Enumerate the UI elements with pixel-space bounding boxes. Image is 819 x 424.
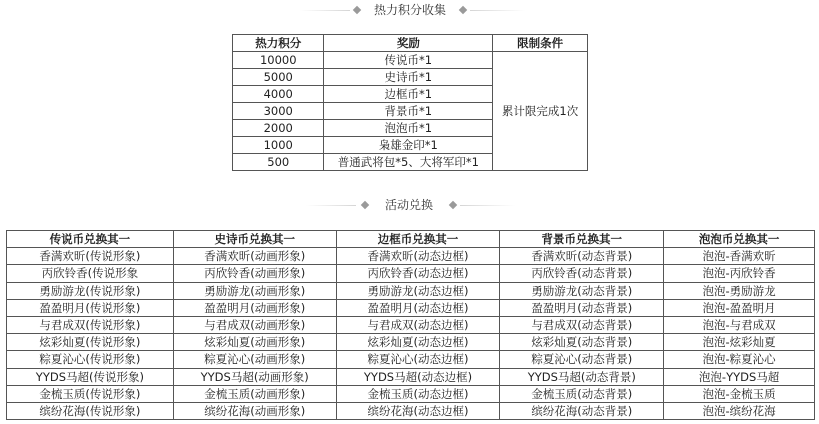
reward-cell: 泡泡币*1 bbox=[324, 120, 493, 137]
frame-coin-cell: 盈盈明月(动态边框) bbox=[336, 299, 500, 316]
column-header: 热力积分 bbox=[233, 35, 324, 52]
points-cell: 5000 bbox=[233, 69, 324, 86]
points-cell: 1000 bbox=[233, 137, 324, 154]
background-coin-cell: 缤纷花海(动态背景) bbox=[500, 402, 664, 419]
background-coin-cell: YYDS马超(动态背景) bbox=[500, 368, 664, 385]
table-row bbox=[7, 385, 815, 402]
section-title: 活动兑换 bbox=[384, 198, 433, 212]
legend-coin-cell: 炫彩灿夏(传说形象) bbox=[7, 334, 174, 351]
reward-cell: 传说币*1 bbox=[324, 52, 493, 69]
table-header-row bbox=[233, 35, 588, 52]
section-heading-heat-points bbox=[0, 0, 819, 20]
epic-coin-cell: 金梳玉质(动画形象) bbox=[173, 385, 336, 402]
table-row bbox=[7, 316, 815, 333]
frame-coin-cell: 与君成双(动态边框) bbox=[336, 316, 500, 333]
legend-coin-cell: 盈盈明月(传说形象) bbox=[7, 299, 174, 316]
diamond-icon bbox=[459, 6, 467, 14]
epic-coin-cell: 粽夏沁心(动画形象) bbox=[173, 351, 336, 368]
table-row bbox=[7, 402, 815, 419]
reward-cell: 边框币*1 bbox=[324, 86, 493, 103]
epic-coin-cell: 丙欣铃香(动画形象) bbox=[173, 265, 336, 282]
legend-coin-cell: 香满欢昕(传说形象) bbox=[7, 248, 174, 265]
points-cell: 2000 bbox=[233, 120, 324, 137]
frame-coin-cell: 缤纷花海(动态边框) bbox=[336, 402, 500, 419]
background-coin-cell: 与君成双(动态背景) bbox=[500, 316, 664, 333]
reward-cell: 枭雄金印*1 bbox=[324, 137, 493, 154]
bubble-coin-cell: 泡泡-丙欣铃香 bbox=[664, 265, 815, 282]
table-row bbox=[7, 265, 815, 282]
legend-coin-cell: 丙欣铃香(传说形象 bbox=[7, 265, 174, 282]
table-row bbox=[7, 351, 815, 368]
background-coin-cell: 粽夏沁心(动态背景) bbox=[500, 351, 664, 368]
bubble-coin-cell: 泡泡-与君成双 bbox=[664, 316, 815, 333]
frame-coin-cell: 金梳玉质(动态边框) bbox=[336, 385, 500, 402]
table-row bbox=[7, 334, 815, 351]
column-header: 传说币兑换其一 bbox=[7, 231, 174, 248]
column-header: 史诗币兑换其一 bbox=[173, 231, 336, 248]
legend-coin-cell: 勇励游龙(传说形象) bbox=[7, 282, 174, 299]
legend-coin-cell: 金梳玉质(传说形象) bbox=[7, 385, 174, 402]
table-header-row bbox=[7, 231, 815, 248]
column-header: 泡泡币兑换其一 bbox=[664, 231, 815, 248]
diamond-icon bbox=[449, 201, 457, 209]
reward-cell: 史诗币*1 bbox=[324, 69, 493, 86]
points-cell: 4000 bbox=[233, 86, 324, 103]
background-coin-cell: 香满欢昕(动态背景) bbox=[500, 248, 664, 265]
divider-line-right bbox=[470, 10, 525, 11]
bubble-coin-cell: 泡泡-缤纷花海 bbox=[664, 402, 815, 419]
bubble-coin-cell: 泡泡-勇励游龙 bbox=[664, 282, 815, 299]
limit-cell: 累计限完成1次 bbox=[493, 52, 588, 171]
frame-coin-cell: 勇励游龙(动态边框) bbox=[336, 282, 500, 299]
points-cell: 500 bbox=[233, 154, 324, 171]
legend-coin-cell: 与君成双(传说形象) bbox=[7, 316, 174, 333]
divider-line-right bbox=[460, 205, 515, 206]
divider-line-left bbox=[300, 10, 350, 11]
table-row bbox=[7, 368, 815, 385]
frame-coin-cell: 丙欣铃香(动态边框) bbox=[336, 265, 500, 282]
background-coin-cell: 金梳玉质(动态背景) bbox=[500, 385, 664, 402]
column-header: 边框币兑换其一 bbox=[336, 231, 500, 248]
points-cell: 10000 bbox=[233, 52, 324, 69]
section-title: 热力积分收集 bbox=[373, 3, 446, 17]
background-coin-cell: 炫彩灿夏(动态背景) bbox=[500, 334, 664, 351]
table-row bbox=[7, 248, 815, 265]
reward-cell: 普通武将包*5、大将军印*1 bbox=[324, 154, 493, 171]
bubble-coin-cell: 泡泡-金梳玉质 bbox=[664, 385, 815, 402]
epic-coin-cell: 炫彩灿夏(动画形象) bbox=[173, 334, 336, 351]
column-header: 背景币兑换其一 bbox=[500, 231, 664, 248]
legend-coin-cell: YYDS马超(传说形象) bbox=[7, 368, 174, 385]
divider-line-left bbox=[306, 205, 356, 206]
frame-coin-cell: 粽夏沁心(动态边框) bbox=[336, 351, 500, 368]
background-coin-cell: 丙欣铃香(动态背景) bbox=[500, 265, 664, 282]
frame-coin-cell: 香满欢昕(动态边框) bbox=[336, 248, 500, 265]
table-row bbox=[233, 52, 588, 69]
epic-coin-cell: 缤纷花海(动画形象) bbox=[173, 402, 336, 419]
frame-coin-cell: YYDS马超(动态边框) bbox=[336, 368, 500, 385]
diamond-icon bbox=[361, 201, 369, 209]
column-header: 奖励 bbox=[324, 35, 493, 52]
legend-coin-cell: 粽夏沁心(传说形象) bbox=[7, 351, 174, 368]
section-heading-exchange bbox=[0, 195, 819, 215]
bubble-coin-cell: 泡泡-粽夏沁心 bbox=[664, 351, 815, 368]
heat-points-table bbox=[232, 34, 588, 171]
reward-cell: 背景币*1 bbox=[324, 103, 493, 120]
epic-coin-cell: 盈盈明月(动画形象) bbox=[173, 299, 336, 316]
epic-coin-cell: 勇励游龙(动画形象) bbox=[173, 282, 336, 299]
exchange-table bbox=[6, 230, 815, 420]
epic-coin-cell: 香满欢昕(动画形象) bbox=[173, 248, 336, 265]
bubble-coin-cell: 泡泡-YYDS马超 bbox=[664, 368, 815, 385]
frame-coin-cell: 炫彩灿夏(动态边框) bbox=[336, 334, 500, 351]
background-coin-cell: 勇励游龙(动态背景) bbox=[500, 282, 664, 299]
background-coin-cell: 盈盈明月(动态背景) bbox=[500, 299, 664, 316]
diamond-icon bbox=[353, 6, 361, 14]
points-cell: 3000 bbox=[233, 103, 324, 120]
table-row bbox=[7, 299, 815, 316]
epic-coin-cell: 与君成双(动画形象) bbox=[173, 316, 336, 333]
bubble-coin-cell: 泡泡-香满欢昕 bbox=[664, 248, 815, 265]
column-header: 限制条件 bbox=[493, 35, 588, 52]
bubble-coin-cell: 泡泡-炫彩灿夏 bbox=[664, 334, 815, 351]
epic-coin-cell: YYDS马超(动画形象) bbox=[173, 368, 336, 385]
bubble-coin-cell: 泡泡-盈盈明月 bbox=[664, 299, 815, 316]
table-row bbox=[7, 282, 815, 299]
legend-coin-cell: 缤纷花海(传说形象) bbox=[7, 402, 174, 419]
